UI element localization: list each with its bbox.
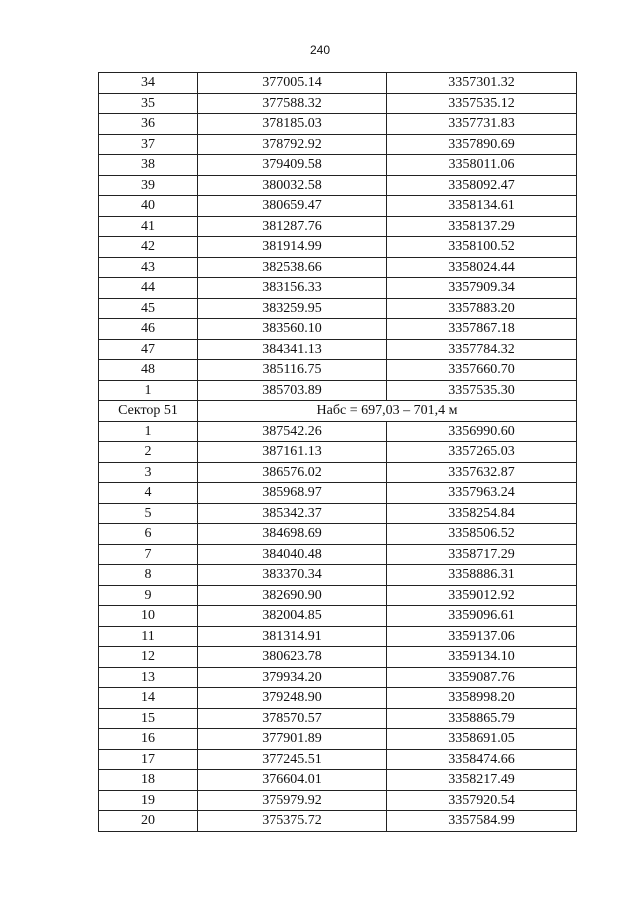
point-number: 34 bbox=[99, 73, 198, 94]
coordinate-y: 381314.91 bbox=[198, 626, 387, 647]
coordinate-x: 3358865.79 bbox=[387, 708, 577, 729]
coordinate-y: 378792.92 bbox=[198, 134, 387, 155]
coordinate-y: 380623.78 bbox=[198, 647, 387, 668]
point-number: 48 bbox=[99, 360, 198, 381]
point-number: 36 bbox=[99, 114, 198, 135]
table-row bbox=[99, 749, 577, 770]
point-number: 19 bbox=[99, 790, 198, 811]
sector-label: Сектор 51 bbox=[99, 401, 198, 422]
coordinate-y: 386576.02 bbox=[198, 462, 387, 483]
point-number: 8 bbox=[99, 565, 198, 586]
coordinate-y: 377245.51 bbox=[198, 749, 387, 770]
point-number: 42 bbox=[99, 237, 198, 258]
coordinate-y: 385116.75 bbox=[198, 360, 387, 381]
coordinate-y: 378570.57 bbox=[198, 708, 387, 729]
page-number: 240 bbox=[309, 43, 331, 57]
coordinate-x: 3357920.54 bbox=[387, 790, 577, 811]
point-number: 14 bbox=[99, 688, 198, 709]
point-number: 4 bbox=[99, 483, 198, 504]
table-row bbox=[99, 298, 577, 319]
coordinate-y: 385703.89 bbox=[198, 380, 387, 401]
table-row bbox=[99, 237, 577, 258]
coordinate-y: 385968.97 bbox=[198, 483, 387, 504]
point-number: 1 bbox=[99, 380, 198, 401]
coordinate-y: 379248.90 bbox=[198, 688, 387, 709]
coordinate-y: 382004.85 bbox=[198, 606, 387, 627]
table-row bbox=[99, 442, 577, 463]
coordinate-x: 3357731.83 bbox=[387, 114, 577, 135]
coordinate-x: 3359087.76 bbox=[387, 667, 577, 688]
coordinate-x: 3357301.32 bbox=[387, 73, 577, 94]
point-number: 15 bbox=[99, 708, 198, 729]
coordinate-y: 377588.32 bbox=[198, 93, 387, 114]
coordinate-y: 383259.95 bbox=[198, 298, 387, 319]
coordinate-x: 3357584.99 bbox=[387, 811, 577, 832]
table-row bbox=[99, 462, 577, 483]
coordinate-x: 3358100.52 bbox=[387, 237, 577, 258]
coordinate-x: 3357660.70 bbox=[387, 360, 577, 381]
table-row bbox=[99, 729, 577, 750]
table-row bbox=[99, 544, 577, 565]
point-number: 47 bbox=[99, 339, 198, 360]
table-row bbox=[99, 483, 577, 504]
coordinate-x: 3358024.44 bbox=[387, 257, 577, 278]
table-body-before bbox=[99, 73, 577, 401]
table-row bbox=[99, 196, 577, 217]
table-row bbox=[99, 626, 577, 647]
table-row bbox=[99, 565, 577, 586]
table-row bbox=[99, 708, 577, 729]
table-row bbox=[99, 257, 577, 278]
point-number: 45 bbox=[99, 298, 198, 319]
coordinate-x: 3357890.69 bbox=[387, 134, 577, 155]
point-number: 13 bbox=[99, 667, 198, 688]
point-number: 16 bbox=[99, 729, 198, 750]
table-row bbox=[99, 503, 577, 524]
point-number: 41 bbox=[99, 216, 198, 237]
point-number: 6 bbox=[99, 524, 198, 545]
sector-header bbox=[99, 401, 577, 422]
table-row bbox=[99, 93, 577, 114]
table-row bbox=[99, 770, 577, 791]
coordinate-y: 383560.10 bbox=[198, 319, 387, 340]
coordinate-x: 3358886.31 bbox=[387, 565, 577, 586]
coordinate-x: 3358506.52 bbox=[387, 524, 577, 545]
coordinate-y: 382690.90 bbox=[198, 585, 387, 606]
coordinate-x: 3359096.61 bbox=[387, 606, 577, 627]
table-row bbox=[99, 360, 577, 381]
point-number: 35 bbox=[99, 93, 198, 114]
point-number: 39 bbox=[99, 175, 198, 196]
coordinate-x: 3357632.87 bbox=[387, 462, 577, 483]
table-row bbox=[99, 421, 577, 442]
point-number: 46 bbox=[99, 319, 198, 340]
coordinate-y: 380032.58 bbox=[198, 175, 387, 196]
table-row bbox=[99, 688, 577, 709]
point-number: 43 bbox=[99, 257, 198, 278]
point-number: 10 bbox=[99, 606, 198, 627]
table-row bbox=[99, 319, 577, 340]
table-row bbox=[99, 667, 577, 688]
coordinates-table bbox=[98, 72, 577, 832]
table-row bbox=[99, 524, 577, 545]
coordinate-x: 3357867.18 bbox=[387, 319, 577, 340]
coordinate-x: 3358691.05 bbox=[387, 729, 577, 750]
coordinate-x: 3358092.47 bbox=[387, 175, 577, 196]
coordinate-x: 3359134.10 bbox=[387, 647, 577, 668]
table-row bbox=[99, 278, 577, 299]
coordinate-y: 377901.89 bbox=[198, 729, 387, 750]
table-row bbox=[99, 114, 577, 135]
table-row bbox=[99, 339, 577, 360]
point-number: 9 bbox=[99, 585, 198, 606]
coordinate-y: 379934.20 bbox=[198, 667, 387, 688]
coordinate-x: 3357963.24 bbox=[387, 483, 577, 504]
coordinate-x: 3358137.29 bbox=[387, 216, 577, 237]
table-row bbox=[99, 790, 577, 811]
coordinate-x: 3357883.20 bbox=[387, 298, 577, 319]
coordinate-x: 3357784.32 bbox=[387, 339, 577, 360]
point-number: 12 bbox=[99, 647, 198, 668]
coordinate-x: 3358217.49 bbox=[387, 770, 577, 791]
coordinate-x: 3358254.84 bbox=[387, 503, 577, 524]
sector-height: Набс = 697,03 – 701,4 м bbox=[198, 401, 577, 422]
coordinate-x: 3359137.06 bbox=[387, 626, 577, 647]
coordinate-x: 3358134.61 bbox=[387, 196, 577, 217]
coordinate-x: 3357909.34 bbox=[387, 278, 577, 299]
coordinate-y: 376604.01 bbox=[198, 770, 387, 791]
coordinate-y: 381914.99 bbox=[198, 237, 387, 258]
coordinate-y: 377005.14 bbox=[198, 73, 387, 94]
coordinate-y: 375979.92 bbox=[198, 790, 387, 811]
coordinate-x: 3357535.12 bbox=[387, 93, 577, 114]
coordinate-y: 387161.13 bbox=[198, 442, 387, 463]
table-row bbox=[99, 216, 577, 237]
point-number: 5 bbox=[99, 503, 198, 524]
table-row bbox=[99, 134, 577, 155]
point-number: 38 bbox=[99, 155, 198, 176]
coordinate-y: 387542.26 bbox=[198, 421, 387, 442]
coordinate-y: 384341.13 bbox=[198, 339, 387, 360]
table-row bbox=[99, 585, 577, 606]
point-number: 17 bbox=[99, 749, 198, 770]
coordinate-y: 381287.76 bbox=[198, 216, 387, 237]
point-number: 18 bbox=[99, 770, 198, 791]
table-row bbox=[99, 606, 577, 627]
coordinate-x: 3358998.20 bbox=[387, 688, 577, 709]
sector-row bbox=[99, 401, 577, 422]
coordinate-y: 384698.69 bbox=[198, 524, 387, 545]
coordinate-y: 378185.03 bbox=[198, 114, 387, 135]
point-number: 7 bbox=[99, 544, 198, 565]
coordinate-x: 3358011.06 bbox=[387, 155, 577, 176]
point-number: 3 bbox=[99, 462, 198, 483]
coordinate-y: 383156.33 bbox=[198, 278, 387, 299]
point-number: 37 bbox=[99, 134, 198, 155]
coordinate-y: 383370.34 bbox=[198, 565, 387, 586]
table-row bbox=[99, 73, 577, 94]
coordinate-y: 382538.66 bbox=[198, 257, 387, 278]
point-number: 1 bbox=[99, 421, 198, 442]
coordinate-y: 384040.48 bbox=[198, 544, 387, 565]
coordinate-x: 3357535.30 bbox=[387, 380, 577, 401]
table-row bbox=[99, 647, 577, 668]
point-number: 2 bbox=[99, 442, 198, 463]
coordinate-y: 375375.72 bbox=[198, 811, 387, 832]
coordinate-y: 379409.58 bbox=[198, 155, 387, 176]
point-number: 40 bbox=[99, 196, 198, 217]
table-row bbox=[99, 380, 577, 401]
coordinate-x: 3358474.66 bbox=[387, 749, 577, 770]
coordinate-x: 3358717.29 bbox=[387, 544, 577, 565]
table-row bbox=[99, 811, 577, 832]
point-number: 20 bbox=[99, 811, 198, 832]
coordinate-y: 380659.47 bbox=[198, 196, 387, 217]
table-row bbox=[99, 175, 577, 196]
coordinate-x: 3357265.03 bbox=[387, 442, 577, 463]
point-number: 44 bbox=[99, 278, 198, 299]
coordinate-x: 3359012.92 bbox=[387, 585, 577, 606]
coordinate-x: 3356990.60 bbox=[387, 421, 577, 442]
table-body-after bbox=[99, 421, 577, 831]
table-row bbox=[99, 155, 577, 176]
coordinate-y: 385342.37 bbox=[198, 503, 387, 524]
point-number: 11 bbox=[99, 626, 198, 647]
